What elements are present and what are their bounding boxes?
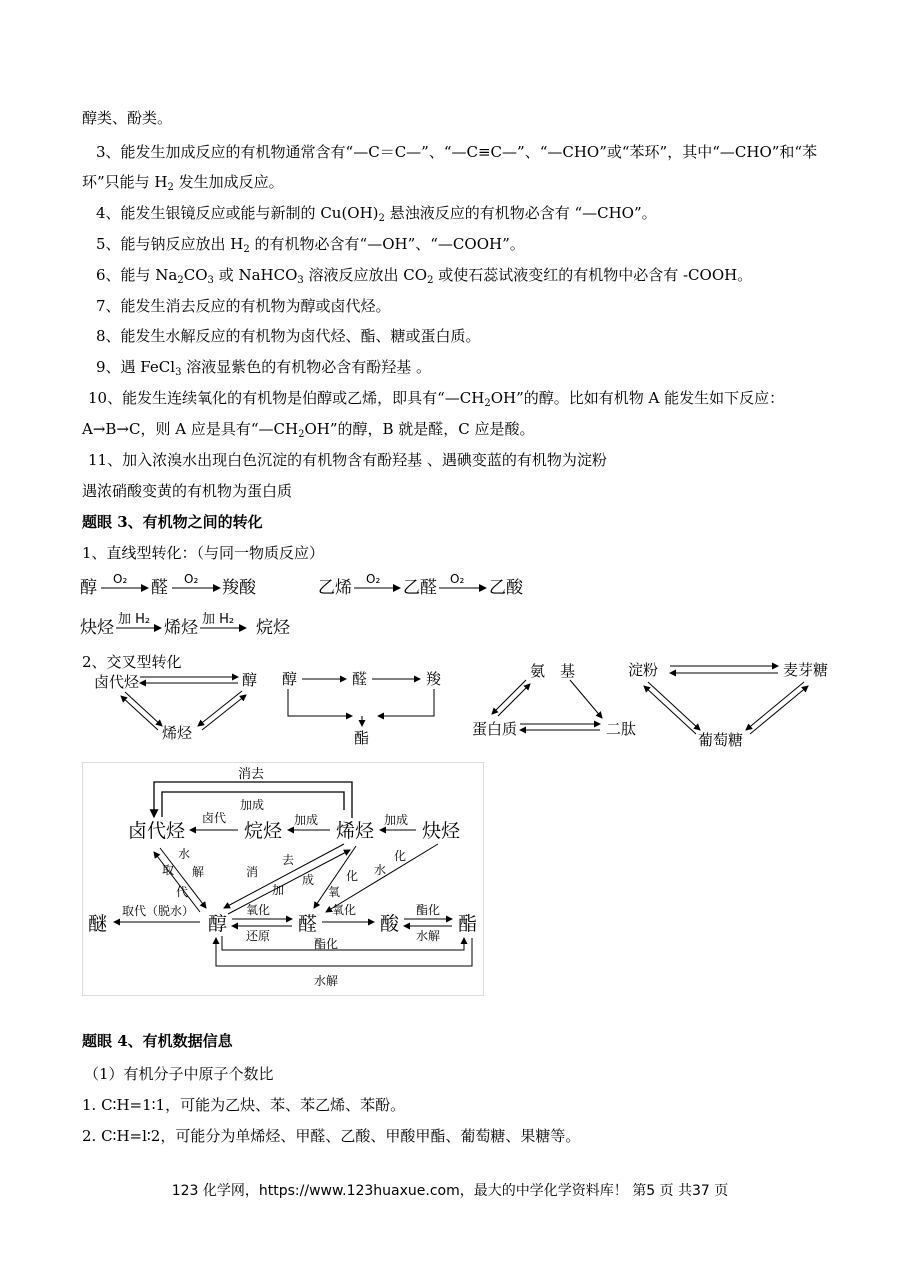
subheading-cross: 2、交叉型转化 <box>82 653 182 671</box>
linear-chain-diagram <box>78 568 558 648</box>
text-line-10 <box>88 388 784 408</box>
t: 溶液反应放出 CO <box>303 266 428 284</box>
label-zhihua-1: 酯化 <box>416 903 441 917</box>
node-alcohol: 醇 <box>208 913 228 935</box>
sub: 2 <box>177 275 184 286</box>
tri2-node-3: 羧 <box>426 670 442 688</box>
label-huanyuan: 还原 <box>246 929 271 943</box>
t: 的有机物必含有“—OH”、“—COOH”。 <box>249 235 525 253</box>
text-line-1: 醇类、酚类。 <box>82 109 173 127</box>
node-ether: 醚 <box>88 913 108 935</box>
label-hua: 化 <box>346 869 359 883</box>
chain3-node-2: 烯烃 <box>164 618 198 638</box>
tri2-node-4: 酯 <box>354 729 370 747</box>
label-jie: 解 <box>192 865 205 879</box>
text-line-3b <box>82 172 284 192</box>
sub: 2 <box>167 182 174 193</box>
chain1-node-1: 醇 <box>80 578 97 598</box>
text-line-8: 8、能发生水解反应的有机物为卤代烃、酯、糖或蛋白质。 <box>96 327 481 345</box>
label-shui2: 水 <box>374 863 387 877</box>
page-footer: 123 化学网，https://www.123huaxue.com，最大的中学化学资料库！ 第5 页 共37 页 <box>171 1183 729 1199</box>
t: 溶液显紫色的有机物必含有酚羟基 。 <box>181 358 431 376</box>
t: 10、能发生连续氧化的有机物是伯醇或乙烯，即具有“—CH <box>88 389 485 407</box>
tri2-node-2: 醛 <box>352 670 368 688</box>
sub: 2 <box>243 244 250 255</box>
text-line-3a: 3、能发生加成反应的有机物通常含有“—C＝C—”、“—C≡C—”、“—CHO”或“苯环”，其中“—CHO”和“苯 <box>96 143 818 161</box>
t: 或 NaHCO <box>213 266 298 284</box>
chain2-node-1: 乙烯 <box>318 578 352 598</box>
heading-4: 题眼 4、有机数据信息 <box>82 1032 233 1050</box>
t: 6、能与 Na <box>96 266 178 284</box>
chain1-reagent-2: O₂ <box>184 572 199 586</box>
t: 9、遇 FeCl <box>96 358 176 376</box>
label-shuijie-1: 水解 <box>416 929 441 943</box>
tri3-node-4: 二肽 <box>606 720 637 738</box>
t: 5、能与钠反应放出 H <box>96 235 244 253</box>
data-line-1: （1）有机分子中原子个数比 <box>84 1065 274 1083</box>
sub: 2 <box>298 429 305 440</box>
label-yanghua-1: 氧化 <box>246 903 271 917</box>
t: OH”的醇。比如有机物 A 能发生如下反应： <box>490 389 785 407</box>
label-zhihua-2: 酯化 <box>314 937 339 951</box>
tri1-node-2: 醇 <box>242 671 258 689</box>
label-dai: 代 <box>176 885 189 899</box>
sub: 3 <box>175 367 182 378</box>
t: OH”的醇，B 就是醛，C 应是酸。 <box>304 420 535 438</box>
tri3-node-2: 基 <box>560 662 576 680</box>
t: 或使石蕊试液变红的有机物中必含有 -COOH。 <box>433 266 753 284</box>
t: 4、能发生银镜反应或能与新制的 Cu(OH) <box>96 204 379 222</box>
label-yang: 氧 <box>328 885 341 899</box>
tri1-node-1: 卤代烃 <box>94 673 140 691</box>
heading-3: 题眼 3、有机物之间的转化 <box>82 513 263 531</box>
t: 环”只能与 H <box>82 173 168 191</box>
sub: 2 <box>484 398 491 409</box>
tri4-node-1: 淀粉 <box>628 661 659 679</box>
data-line-3: 2. C∶H=l∶2，可能分为单烯烃、甲醛、乙酸、甲酸甲酯、葡萄糖、果糖等。 <box>82 1127 581 1145</box>
tri4-node-3: 葡萄糖 <box>698 731 744 749</box>
label-shuijie-2: 水解 <box>314 974 339 988</box>
label-jiacheng-3: 加成 <box>384 813 409 827</box>
sub: 3 <box>297 275 304 286</box>
label-hua2: 化 <box>394 849 407 863</box>
t: CO <box>183 266 208 284</box>
sub: 3 <box>207 275 214 286</box>
label-qudai-tuoshui: 取代（脱水） <box>122 904 195 918</box>
organic-conversion-diagram <box>82 762 484 996</box>
tri4-node-2: 麦芽糖 <box>783 661 829 679</box>
label-jiacheng-top: 加成 <box>240 798 265 812</box>
chain3-reagent-2: 加 H₂ <box>202 612 235 627</box>
node-alkyne: 炔烃 <box>422 820 461 842</box>
text-line-10b <box>82 419 535 439</box>
tri3-node-1: 氨 <box>530 662 546 680</box>
chain3-node-3: 烷烃 <box>256 618 290 638</box>
sub: 2 <box>427 275 434 286</box>
node-alkene: 烯烃 <box>336 820 375 842</box>
label-xiaoqu: 消去 <box>238 767 265 782</box>
text-line-4 <box>96 203 657 223</box>
label-yanghua-2: 氧化 <box>332 903 357 917</box>
label-cheng: 成 <box>302 873 315 887</box>
text-line-7: 7、能发生消去反应的有机物为醇或卤代烃。 <box>96 297 391 315</box>
chain2-reagent-2: O₂ <box>450 572 465 586</box>
text-line-12: 遇浓硝酸变黄的有机物为蛋白质 <box>82 482 293 500</box>
t: 悬浊液反应的有机物必含有 “—CHO”。 <box>384 204 657 222</box>
tri3-node-3: 蛋白质 <box>472 720 518 738</box>
tri2-node-1: 醇 <box>282 670 298 688</box>
label-ludai: 卤代 <box>202 811 227 825</box>
chain3-reagent-1: 加 H₂ <box>118 612 151 627</box>
node-haloalkane: 卤代烃 <box>128 820 186 842</box>
chain2-node-2: 乙醛 <box>403 578 437 598</box>
chain2-reagent-1: O₂ <box>366 572 381 586</box>
chain1-node-3: 羧酸 <box>222 578 256 598</box>
chain1-reagent-1: O₂ <box>113 572 128 586</box>
label-qu2: 去 <box>282 853 295 867</box>
tri1-node-3: 烯烃 <box>162 724 193 742</box>
text-line-6 <box>96 265 752 285</box>
text-line-11: 11、加入浓溴水出现白色沉淀的有机物含有酚羟基 、遇碘变蓝的有机物为淀粉 <box>88 451 607 469</box>
node-ester: 酯 <box>458 913 478 935</box>
node-aldehyde: 醛 <box>298 913 318 935</box>
chain1-node-2: 醛 <box>151 578 168 598</box>
subheading-linear: 1、直线型转化：（与同一物质反应） <box>82 544 325 562</box>
label-shui: 水 <box>178 847 191 861</box>
cross-diagrams <box>80 656 840 756</box>
t: A→B→C，则 A 应是具有“—CH <box>82 420 299 438</box>
label-qu: 取 <box>162 863 175 877</box>
chain2-node-3: 乙酸 <box>489 578 523 598</box>
label-jia: 加 <box>272 883 285 897</box>
sub: 2 <box>378 213 385 224</box>
label-jiacheng-2: 加成 <box>294 813 319 827</box>
data-line-2: 1. C∶H=1∶1，可能为乙炔、苯、苯乙烯、苯酚。 <box>82 1096 406 1114</box>
text-line-5 <box>96 234 525 254</box>
t: 发生加成反应。 <box>173 173 284 191</box>
text-line-9 <box>96 357 431 377</box>
node-alkane: 烷烃 <box>244 820 283 842</box>
label-xiao: 消 <box>246 865 259 879</box>
chain3-node-1: 炔烃 <box>80 618 114 638</box>
node-acid: 酸 <box>380 913 400 935</box>
